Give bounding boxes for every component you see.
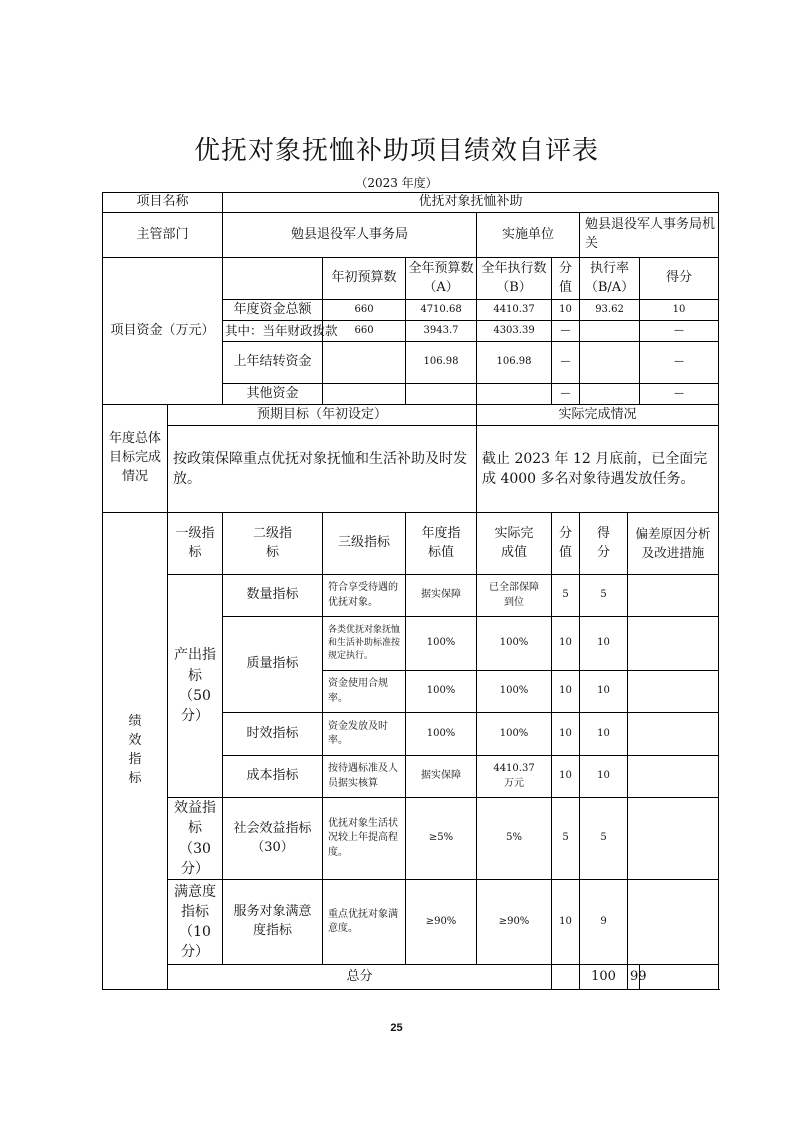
funds-initial xyxy=(323,342,406,384)
perf-l2: 时效指标 xyxy=(223,713,323,756)
perf-value: 10 xyxy=(552,713,580,756)
funds-header-rate: 执行率（B/A） xyxy=(580,258,640,300)
perf-actual: 已全部保障到位 xyxy=(477,575,552,617)
perf-deviation xyxy=(628,617,719,671)
evaluation-table xyxy=(102,192,719,990)
funds-budget xyxy=(406,384,477,405)
perf-l2: 服务对象满意度指标 xyxy=(223,880,323,965)
perf-header-value: 分值 xyxy=(552,513,580,575)
funds-row-name: 上年结转资金 xyxy=(223,342,323,384)
perf-score: 5 xyxy=(580,798,628,880)
funds-header-score-value: 分值 xyxy=(552,258,580,300)
perf-actual: 100% xyxy=(477,671,552,713)
perf-l1-output: 产出指标（50分） xyxy=(168,575,223,798)
perf-value: 10 xyxy=(552,671,580,713)
funds-header-exec: 全年执行数（B） xyxy=(477,258,552,300)
perf-l3: 资金发放及时率。 xyxy=(323,713,406,756)
funds-row-name: 年度资金总额 xyxy=(223,300,323,321)
perf-l2: 数量指标 xyxy=(223,575,323,617)
perf-header-score: 得分 xyxy=(580,513,628,575)
perf-value: 5 xyxy=(552,575,580,617)
perf-l1-satisfaction: 满意度指标（10分） xyxy=(168,880,223,965)
funds-score: — xyxy=(640,321,719,342)
perf-target: 100% xyxy=(406,617,477,671)
perf-target: ≥90% xyxy=(406,880,477,965)
project-name-label: 项目名称 xyxy=(103,193,223,213)
funds-exec xyxy=(477,384,552,405)
perf-value: 10 xyxy=(552,617,580,671)
funds-score: — xyxy=(640,342,719,384)
perf-actual: 100% xyxy=(477,713,552,756)
perf-target: ≥5% xyxy=(406,798,477,880)
dept-label: 主管部门 xyxy=(103,213,223,258)
goals-actual-header: 实际完成情况 xyxy=(477,405,719,426)
perf-l2: 社会效益指标（30） xyxy=(223,798,323,880)
funds-label: 项目资金（万元） xyxy=(103,258,223,405)
funds-header-budget: 全年预算数（A） xyxy=(406,258,477,300)
funds-score: 10 xyxy=(640,300,719,321)
funds-score: — xyxy=(640,384,719,405)
perf-header-actual: 实际完成值 xyxy=(477,513,552,575)
project-name: 优抚对象抚恤补助 xyxy=(223,193,719,213)
funds-exec: 4410.37 xyxy=(477,300,552,321)
perf-l3: 优抚对象生活状况较上年提高程度。 xyxy=(323,798,406,880)
funds-initial: 660 xyxy=(323,300,406,321)
funds-initial: 660 xyxy=(323,321,406,342)
year-label: （2023 年度） xyxy=(355,176,438,190)
perf-l2: 成本指标 xyxy=(223,756,323,798)
total-blank xyxy=(552,965,580,990)
perf-header-l3: 三级指标 xyxy=(323,513,406,575)
perf-header-l1: 一级指标 xyxy=(168,513,223,575)
funds-budget: 106.98 xyxy=(406,342,477,384)
funds-rate xyxy=(580,384,640,405)
funds-rate xyxy=(580,321,640,342)
perf-deviation xyxy=(628,880,719,965)
perf-score: 5 xyxy=(580,575,628,617)
perf-score: 10 xyxy=(580,756,628,798)
perf-value: 10 xyxy=(552,756,580,798)
funds-budget: 3943.7 xyxy=(406,321,477,342)
perf-deviation xyxy=(628,671,719,713)
perf-score: 10 xyxy=(580,713,628,756)
perf-target: 据实保障 xyxy=(406,756,477,798)
perf-score: 10 xyxy=(580,617,628,671)
perf-target: 100% xyxy=(406,671,477,713)
funds-score-value: 10 xyxy=(552,300,580,321)
funds-exec: 106.98 xyxy=(477,342,552,384)
perf-header-deviation: 偏差原因分析及改进措施 xyxy=(628,513,719,575)
total-deviation xyxy=(640,965,719,990)
total-value: 100 xyxy=(580,965,628,990)
funds-row-name: 其他资金 xyxy=(223,384,323,405)
perf-deviation xyxy=(628,713,719,756)
funds-header-initial: 年初预算数 xyxy=(323,258,406,300)
page-title: 优抚对象抚恤补助项目绩效自评表 xyxy=(193,136,599,166)
funds-budget: 4710.68 xyxy=(406,300,477,321)
impl-label: 实施单位 xyxy=(477,213,580,258)
funds-header-blank xyxy=(223,258,323,300)
funds-score-value: — xyxy=(552,321,580,342)
perf-deviation xyxy=(628,575,719,617)
goals-actual: 截止 2023 年 12 月底前，已全面完成 4000 多名对象待遇发放任务。 xyxy=(477,426,719,513)
perf-actual: ≥90% xyxy=(477,880,552,965)
perf-actual: 5% xyxy=(477,798,552,880)
perf-actual: 100% xyxy=(477,617,552,671)
total-score: 99 xyxy=(628,965,640,990)
perf-l2: 质量指标 xyxy=(223,617,323,713)
impl-value: 勉县退役军人事务局机关 xyxy=(580,213,719,258)
funds-rate: 93.62 xyxy=(580,300,640,321)
perf-l3: 符合享受待遇的优抚对象。 xyxy=(323,575,406,617)
perf-deviation xyxy=(628,756,719,798)
perf-header-target: 年度指标值 xyxy=(406,513,477,575)
perf-l3: 重点优抚对象满意度。 xyxy=(323,880,406,965)
perf-deviation xyxy=(628,798,719,880)
perf-target: 100% xyxy=(406,713,477,756)
perf-actual: 4410.37 万元 xyxy=(477,756,552,798)
funds-score-value: — xyxy=(552,384,580,405)
goals-expected: 按政策保障重点优抚对象抚恤和生活补助及时发放。 xyxy=(168,426,477,513)
perf-l1-benefit: 效益指标（30分） xyxy=(168,798,223,880)
goals-label: 年度总体目标完成情况 xyxy=(103,405,168,513)
funds-rate xyxy=(580,342,640,384)
funds-initial xyxy=(323,384,406,405)
funds-row-name: 其中：当年财政拨款 xyxy=(223,321,323,342)
perf-value: 5 xyxy=(552,798,580,880)
perf-l3: 资金使用合规率。 xyxy=(323,671,406,713)
goals-expected-header: 预期目标（年初设定） xyxy=(168,405,477,426)
perf-score: 9 xyxy=(580,880,628,965)
perf-label: 绩效指标 xyxy=(103,513,168,990)
perf-l3: 按待遇标准及人员据实核算 xyxy=(323,756,406,798)
perf-target: 据实保障 xyxy=(406,575,477,617)
page-number: 25 xyxy=(390,1022,403,1034)
funds-header-score: 得分 xyxy=(640,258,719,300)
funds-exec: 4303.39 xyxy=(477,321,552,342)
perf-l3: 各类优抚对象抚恤和生活补助标准按规定执行。 xyxy=(323,617,406,671)
perf-value: 10 xyxy=(552,880,580,965)
funds-score-value: — xyxy=(552,342,580,384)
perf-header-l2: 二级指标 xyxy=(223,513,323,575)
total-label: 总分 xyxy=(168,965,552,990)
perf-score: 10 xyxy=(580,671,628,713)
dept-value: 勉县退役军人事务局 xyxy=(223,213,477,258)
